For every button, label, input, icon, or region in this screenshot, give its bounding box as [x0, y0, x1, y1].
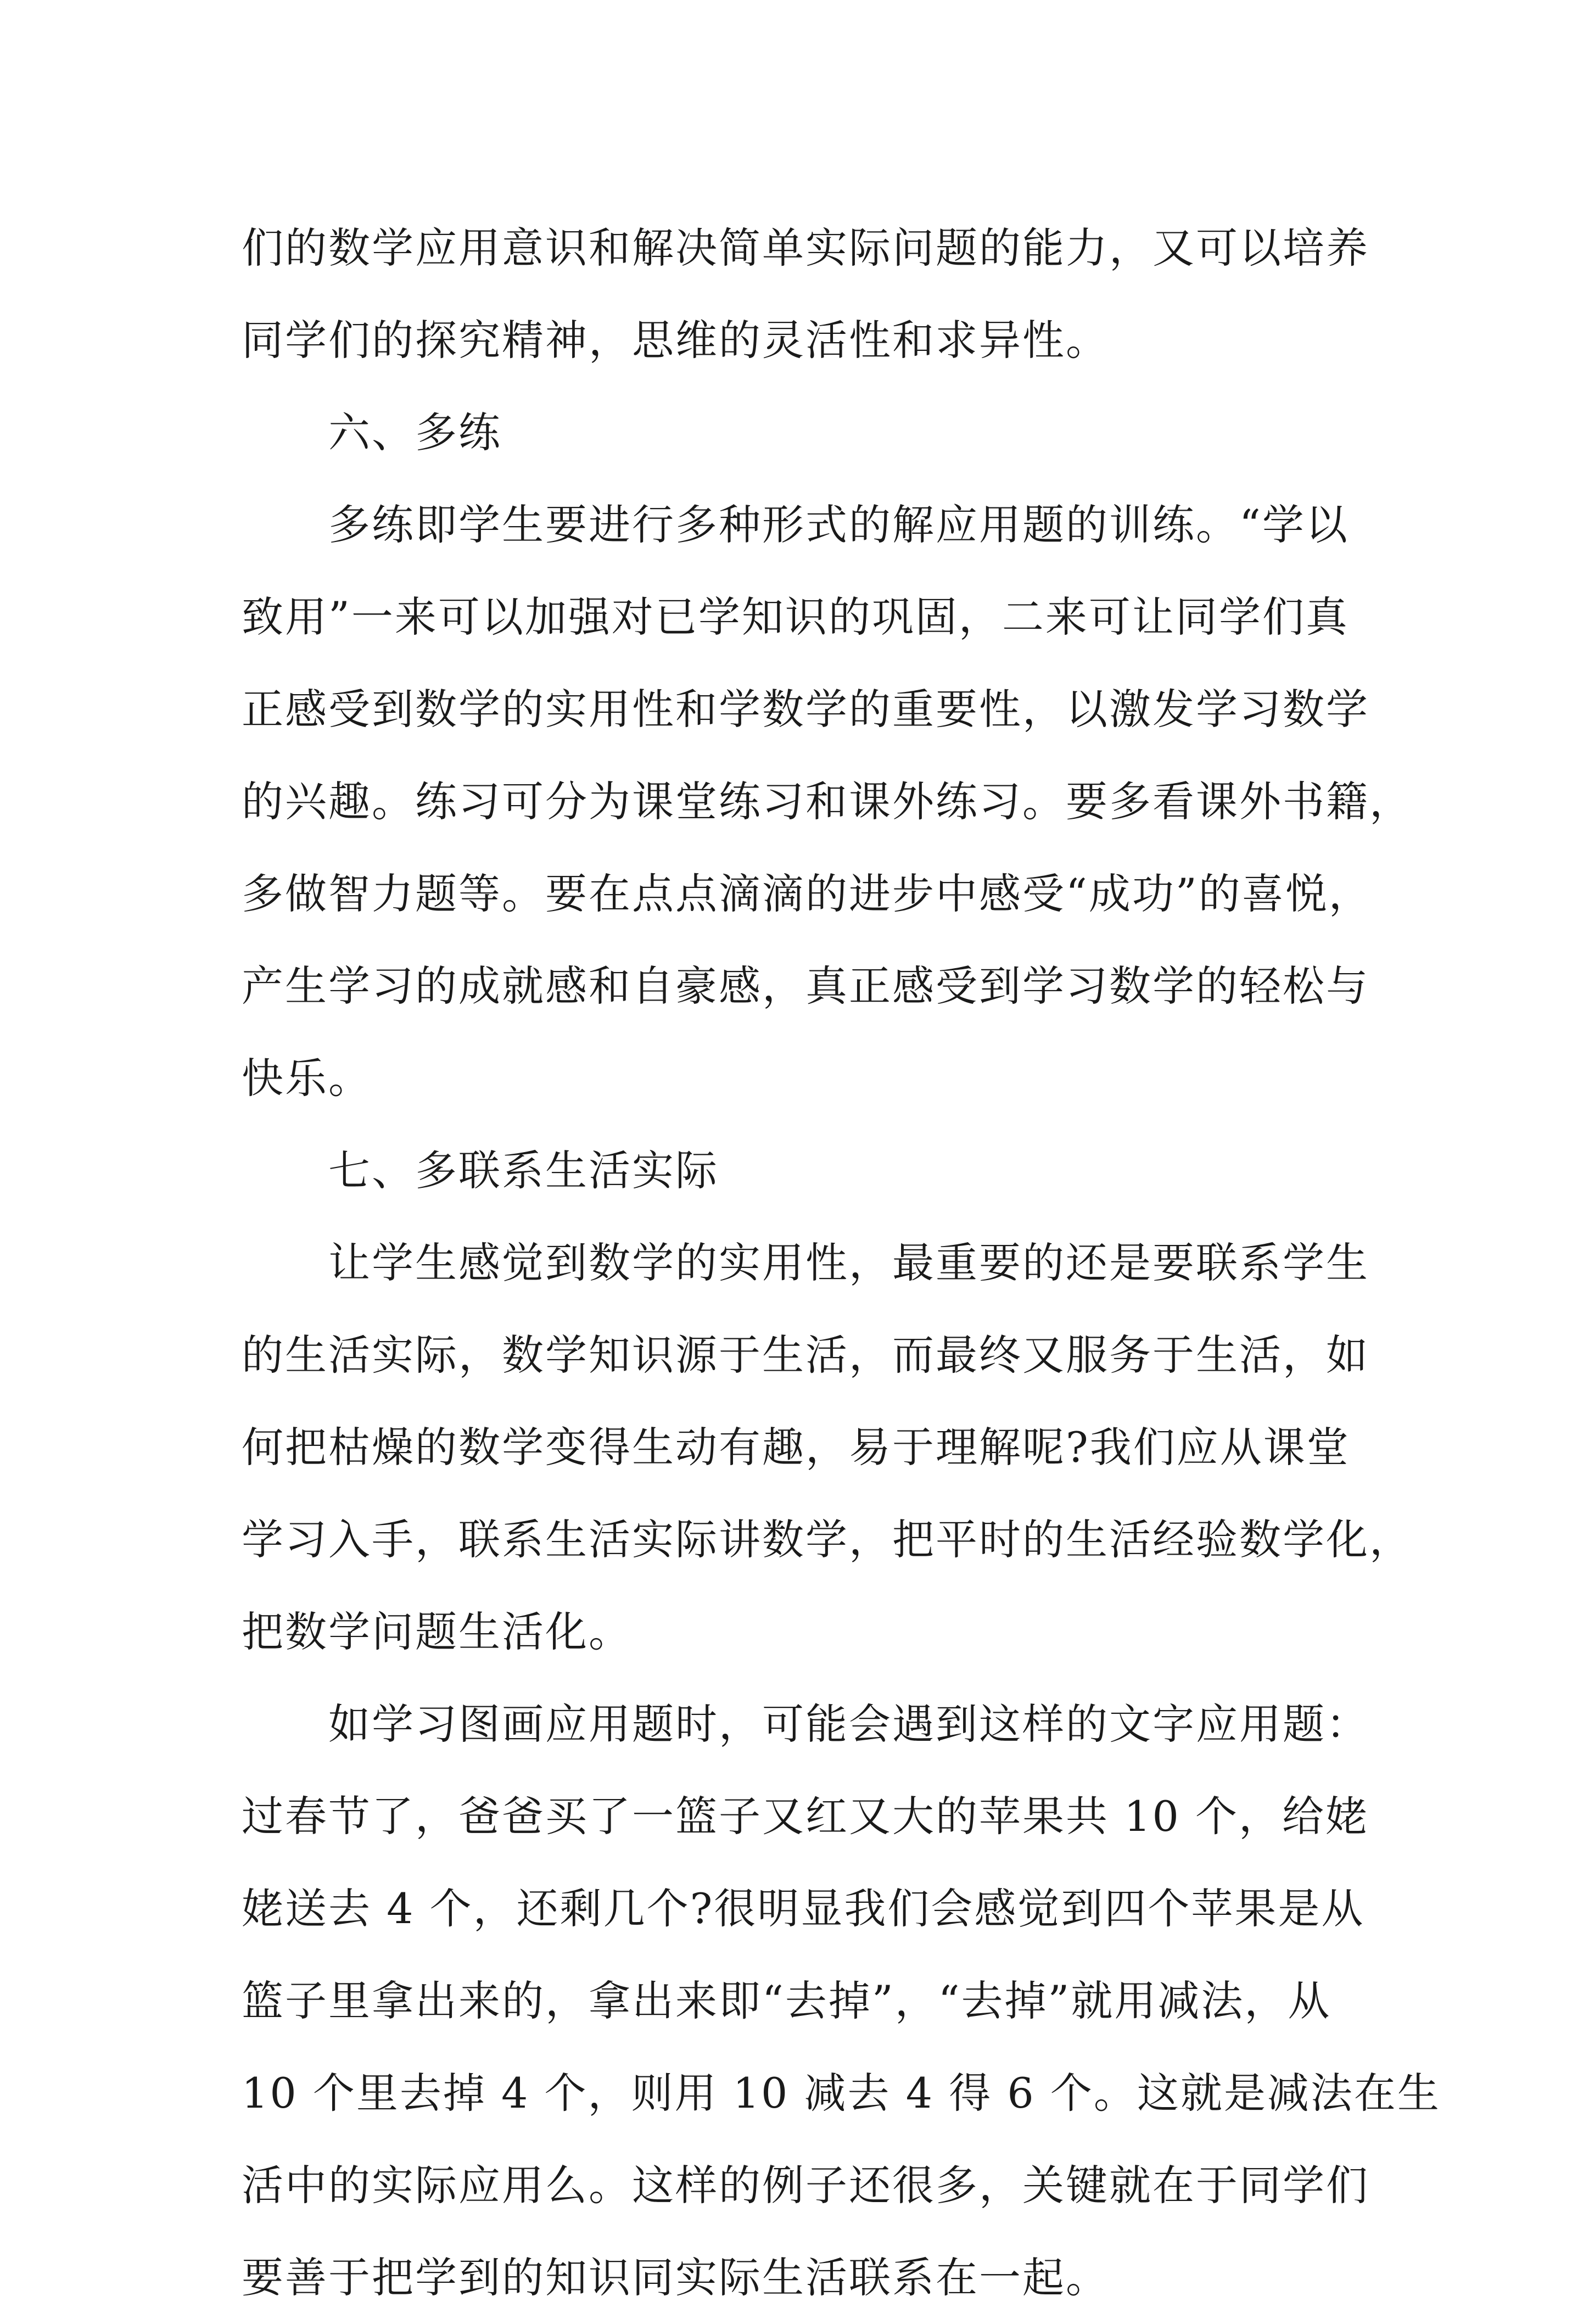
text-line: 同学们的探究精神，思维的灵活性和求异性。 [242, 316, 1109, 365]
text-line: 篮子里拿出来的，拿出来即“去掉”，“去掉”就用减法，从 [242, 1976, 1331, 2025]
text-line: 学习入手，联系生活实际讲数学，把平时的生活经验数学化， [242, 1515, 1413, 1564]
text-line: 过春节了，爸爸买了一篮子又红又大的苹果共 10 个，给姥 [242, 1792, 1369, 1841]
text-line: 的生活实际，数学知识源于生活，而最终又服务于生活，如 [242, 1331, 1369, 1379]
text-line: 让学生感觉到数学的实用性，最重要的还是要联系学生 [328, 1238, 1369, 1287]
text-line: 快乐。 [242, 1054, 372, 1103]
document-body [242, 202, 1441, 2324]
text-line: 要善于把学到的知识同实际生活联系在一起。 [242, 2253, 1109, 2302]
text-line: 活中的实际应用么。这样的例子还很多，关键就在于同学们 [242, 2161, 1369, 2210]
text-line: 多练即学生要进行多种形式的解应用题的训练。“学以 [328, 500, 1349, 549]
text-line: 姥送去 4 个，还剩几个?很明显我们会感觉到四个苹果是从 [242, 1884, 1365, 1933]
section-heading: 七、多联系生活实际 [328, 1146, 719, 1195]
text-line: 致用”一来可以加强对已学知识的巩固，二来可让同学们真 [242, 593, 1349, 641]
text-line: 把数学问题生活化。 [242, 1607, 632, 1656]
text-line: 如学习图画应用题时，可能会遇到这样的文字应用题： [328, 1700, 1369, 1748]
text-line: 正感受到数学的实用性和学数学的重要性，以激发学习数学 [242, 685, 1369, 734]
text-line: 产生学习的成就感和自豪感，真正感受到学习数学的轻松与 [242, 962, 1369, 1010]
text-line: 的兴趣。练习可分为课堂练习和课外练习。要多看课外书籍， [242, 777, 1413, 826]
text-line: 何把枯燥的数学变得生动有趣，易于理解呢?我们应从课堂 [242, 1423, 1350, 1472]
section-heading: 六、多练 [328, 408, 502, 457]
text-line: 10 个里去掉 4 个，则用 10 减去 4 得 6 个。这就是减法在生 [242, 2069, 1441, 2118]
text-line: 多做智力题等。要在点点滴滴的进步中感受“成功”的喜悦， [242, 869, 1372, 918]
text-line: 们的数学应用意识和解决简单实际问题的能力，又可以培养 [242, 224, 1369, 272]
